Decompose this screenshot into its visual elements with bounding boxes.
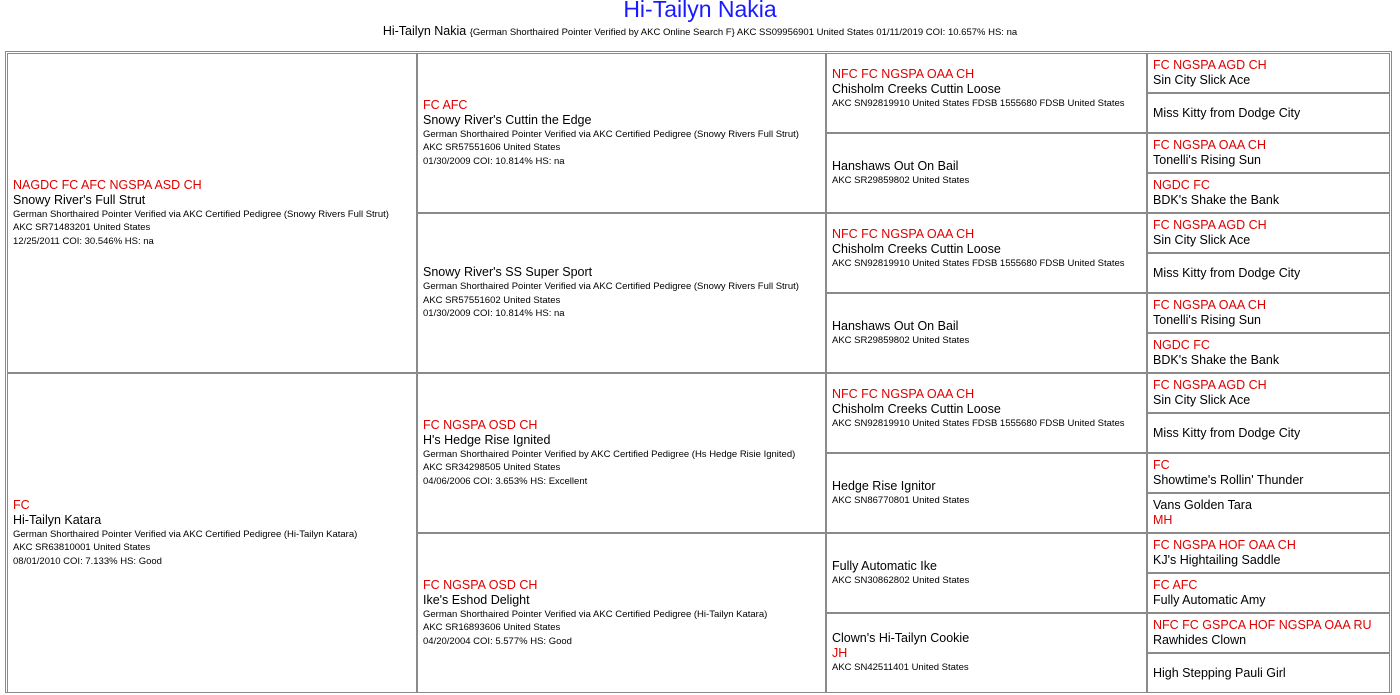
dog-detail-line: AKC SR63810001 United States	[13, 542, 151, 554]
dog-name-link[interactable]: Vans Golden Tara	[1153, 498, 1252, 512]
dog-titles-after: MH	[1153, 513, 1173, 527]
dog-name-link[interactable]: Showtime's Rollin' Thunder	[1153, 473, 1304, 487]
gen4-dog-cell[interactable]	[1147, 213, 1390, 253]
dog-name-link[interactable]: Tonelli's Rising Sun	[1153, 153, 1261, 167]
gen3-dog-cell[interactable]	[826, 293, 1147, 373]
dog-detail-line: AKC SR71483201 United States	[13, 222, 151, 234]
dog-name-link[interactable]: Rawhides Clown	[1153, 633, 1247, 647]
gen3-dog-cell[interactable]	[826, 133, 1147, 213]
dog-name-link[interactable]: Tonelli's Rising Sun	[1153, 313, 1261, 327]
dog-titles: NAGDC FC AFC NGSPA ASD CH	[13, 177, 202, 192]
dog-name-link[interactable]: Hanshaws Out On Bail	[832, 158, 959, 173]
dog-detail-line: 01/30/2009 COI: 10.814% HS: na	[423, 308, 565, 320]
gen1-dog-cell[interactable]	[7, 53, 417, 373]
dog-name-link[interactable]: H's Hedge Rise Ignited	[423, 432, 551, 447]
gen4-dog-cell[interactable]	[1147, 573, 1390, 613]
dog-titles: FC NGSPA OSD CH	[423, 417, 538, 432]
gen4-dog-cell[interactable]	[1147, 53, 1390, 93]
gen4-dog-cell[interactable]	[1147, 293, 1390, 333]
dog-titles: FC NGSPA AGD CH	[1153, 218, 1267, 232]
page-subtitle	[0, 23, 1400, 41]
dog-name-link[interactable]: BDK's Shake the Bank	[1153, 193, 1280, 207]
gen4-dog-cell[interactable]	[1147, 413, 1390, 453]
dog-detail-line: German Shorthaired Pointer Verified via AKC Certified Pedigree (Hi-Tailyn Katara)	[423, 608, 768, 620]
dog-detail-line: AKC SN42511401 United States	[832, 662, 969, 674]
gen4-dog-cell[interactable]	[1147, 533, 1390, 573]
dog-name-link[interactable]: Miss Kitty from Dodge City	[1153, 425, 1301, 440]
dog-titles: FC NGSPA HOF OAA CH	[1153, 538, 1296, 552]
dog-name-link[interactable]: BDK's Shake the Bank	[1153, 353, 1280, 367]
dog-titles: FC	[1153, 458, 1170, 472]
dog-detail-line: AKC SR57551606 United States	[423, 142, 561, 154]
dog-detail-line: 04/06/2006 COI: 3.653% HS: Excellent	[423, 475, 588, 487]
dog-titles: FC	[13, 497, 30, 512]
gen3-dog-cell[interactable]	[826, 533, 1147, 613]
dog-titles: FC NGSPA OAA CH	[1153, 298, 1266, 312]
gen3-dog-cell[interactable]	[826, 453, 1147, 533]
gen4-dog-cell[interactable]	[1147, 93, 1390, 133]
gen4-dog-cell[interactable]	[1147, 173, 1390, 213]
dog-titles: FC AFC	[1153, 578, 1198, 592]
dog-name-link[interactable]: Hanshaws Out On Bail	[832, 318, 959, 333]
dog-titles: FC NGSPA OSD CH	[423, 577, 538, 592]
dog-name-link[interactable]: Hi-Tailyn Katara	[13, 512, 102, 527]
gen3-dog-cell[interactable]	[826, 373, 1147, 453]
dog-name-link[interactable]: KJ's Hightailing Saddle	[1153, 553, 1281, 567]
dog-titles: FC AFC	[423, 97, 468, 112]
dog-detail-line: AKC SN92819910 United States FDSB 1555680 FDSB United States	[832, 98, 1125, 109]
gen4-dog-cell[interactable]	[1147, 653, 1390, 693]
dog-name-link[interactable]: Snowy River's Cuttin the Edge	[423, 112, 592, 127]
subtitle-detail: {German Shorthaired Pointer Verified by AKC Online Search F} AKC SS09956901 United States 01/11/2019 COI: 10.657% HS: na	[469, 27, 1018, 38]
gen1-dog-cell[interactable]	[7, 373, 417, 693]
gen2-dog-cell[interactable]	[417, 373, 826, 533]
gen3-dog-cell[interactable]	[826, 613, 1147, 693]
dog-detail-line: AKC SN30862802 United States	[832, 574, 970, 586]
gen2-dog-cell[interactable]	[417, 213, 826, 373]
dog-titles: NGDC FC	[1153, 178, 1210, 192]
dog-name-link[interactable]: High Stepping Pauli Girl	[1153, 665, 1286, 680]
dog-titles: FC NGSPA AGD CH	[1153, 378, 1267, 392]
dog-detail-line: AKC SR29859802 United States	[832, 334, 970, 346]
dog-detail-line: German Shorthaired Pointer Verified via AKC Certified Pedigree (Snowy Rivers Full Strut)	[13, 208, 389, 220]
dog-titles-after: JH	[832, 646, 848, 661]
dog-titles: NFC FC NGSPA OAA CH	[832, 387, 975, 401]
dog-detail-line: 12/25/2011 COI: 30.546% HS: na	[13, 235, 154, 247]
dog-detail-line: German Shorthaired Pointer Verified via AKC Certified Pedigree (Hi-Tailyn Katara)	[13, 528, 358, 540]
dog-titles: NFC FC NGSPA OAA CH	[832, 227, 975, 241]
gen2-dog-cell[interactable]	[417, 533, 826, 693]
subtitle-dog-name: Hi-Tailyn Nakia	[382, 24, 467, 38]
dog-detail-line: AKC SR29859802 United States	[832, 174, 970, 186]
dog-detail-line: AKC SN92819910 United States FDSB 1555680 FDSB United States	[832, 418, 1125, 429]
dog-name-link[interactable]: Sin City Slick Ace	[1153, 73, 1251, 87]
dog-detail-line: German Shorthaired Pointer Verified via AKC Certified Pedigree (Snowy Rivers Full Strut)	[423, 128, 799, 140]
dog-name-link[interactable]: Sin City Slick Ace	[1153, 393, 1251, 407]
gen4-dog-cell[interactable]	[1147, 613, 1390, 653]
dog-titles: FC NGSPA AGD CH	[1153, 58, 1267, 72]
dog-name-link[interactable]: Ike's Eshod Delight	[423, 592, 530, 607]
dog-name-link[interactable]: Chisholm Creeks Cuttin Loose	[832, 402, 1001, 416]
gen4-dog-cell[interactable]	[1147, 373, 1390, 413]
dog-detail-line: AKC SN86770801 United States	[832, 494, 970, 506]
gen3-dog-cell[interactable]	[826, 213, 1147, 293]
dog-detail-line: AKC SR16893606 United States	[423, 622, 561, 634]
dog-name-link[interactable]: Sin City Slick Ace	[1153, 233, 1251, 247]
gen4-dog-cell[interactable]	[1147, 133, 1390, 173]
dog-name-link[interactable]: Chisholm Creeks Cuttin Loose	[832, 82, 1001, 96]
gen2-dog-cell[interactable]	[417, 53, 826, 213]
dog-detail-line: 08/01/2010 COI: 7.133% HS: Good	[13, 555, 162, 567]
dog-detail-line: AKC SR34298505 United States	[423, 462, 561, 474]
dog-name-link[interactable]: Snowy River's SS Super Sport	[423, 265, 593, 280]
dog-name-link[interactable]: Chisholm Creeks Cuttin Loose	[832, 242, 1001, 256]
dog-detail-line: AKC SR57551602 United States	[423, 294, 561, 306]
dog-name-link[interactable]: Miss Kitty from Dodge City	[1153, 265, 1301, 280]
gen4-dog-cell[interactable]	[1147, 493, 1390, 533]
dog-name-link[interactable]: Clown's Hi-Tailyn Cookie	[832, 631, 970, 646]
dog-titles: NFC FC GSPCA HOF NGSPA OAA RU	[1153, 618, 1372, 632]
dog-detail-line: German Shorthaired Pointer Verified via AKC Certified Pedigree (Snowy Rivers Full Strut)	[423, 281, 799, 293]
dog-titles: NGDC FC	[1153, 338, 1210, 352]
dog-detail-line: 04/20/2004 COI: 5.577% HS: Good	[423, 635, 572, 647]
dog-name-link[interactable]: Fully Automatic Amy	[1153, 593, 1266, 607]
dog-detail-line: 01/30/2009 COI: 10.814% HS: na	[423, 155, 565, 167]
dog-name-link[interactable]: Hedge Rise Ignitor	[832, 478, 936, 493]
dog-detail-line: German Shorthaired Pointer Verified by AKC Certified Pedigree (Hs Hedge Risie Ignited)	[423, 448, 796, 460]
gen3-dog-cell[interactable]	[826, 53, 1147, 133]
gen4-dog-cell[interactable]	[1147, 253, 1390, 293]
dog-detail-line: AKC SN92819910 United States FDSB 1555680 FDSB United States	[832, 258, 1125, 269]
dog-titles: NFC FC NGSPA OAA CH	[832, 67, 975, 81]
dog-name-link[interactable]: Fully Automatic Ike	[832, 558, 937, 573]
dog-name-link[interactable]: Miss Kitty from Dodge City	[1153, 105, 1301, 120]
gen4-dog-cell[interactable]	[1147, 333, 1390, 373]
dog-titles: FC NGSPA OAA CH	[1153, 138, 1266, 152]
gen4-dog-cell[interactable]	[1147, 453, 1390, 493]
page-title: Hi-Tailyn Nakia	[623, 0, 777, 22]
dog-name-link[interactable]: Snowy River's Full Strut	[13, 192, 146, 207]
